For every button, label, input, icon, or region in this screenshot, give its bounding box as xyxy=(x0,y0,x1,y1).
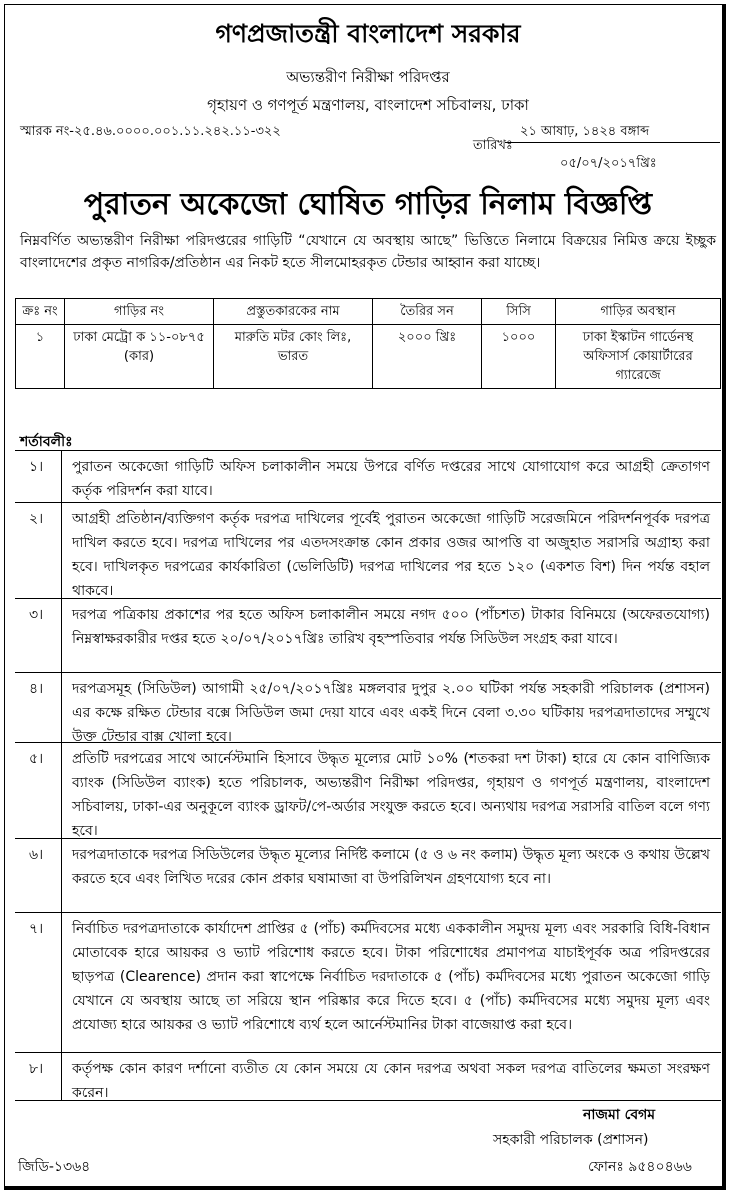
term-number: ৩। xyxy=(29,607,44,623)
term-number: ৭। xyxy=(29,921,44,937)
term-item xyxy=(15,673,721,743)
col-header-serial: ক্রঃ নং xyxy=(16,299,65,325)
term-item xyxy=(15,743,721,839)
date-label: তারিখঃ xyxy=(473,138,513,153)
memo-reference: স্মারক নং-২৫.৪৬.০০০০.০০১.১১.২৪২.১১-৩২২ xyxy=(20,124,281,139)
date-english: ০৫/০৭/২০১৭খ্রিঃ xyxy=(560,156,657,171)
ministry-address: গৃহায়ণ ও গণপূর্ত মন্ত্রণালয়, বাংলাদেশ সচিবালয়, ঢাকা xyxy=(207,96,529,114)
cell-year: ২০০০ খ্রিঃ xyxy=(373,325,482,389)
term-text: কর্তৃপক্ষ কোন কারণ দর্শানো ব্যতীত যে কোন সময়ে যে কোন দরপত্র অথবা সকল দরপত্র বাতিলের ক্ষমতা সংরক্ষণ করেন। xyxy=(72,1061,710,1101)
term-number: ৫। xyxy=(29,751,44,767)
department-name: অভ্যন্তরীণ নিরীক্ষা পরিদপ্তর xyxy=(286,68,450,86)
phone-number: ফোনঃ ৯৫৪০৪৬৬ xyxy=(588,1159,692,1175)
term-number: ২। xyxy=(29,511,44,527)
term-text: দরপত্র পত্রিকায় প্রকাশের পর হতে অফিস চলাকালীন সময়ে নগদ ৫০০ (পাঁচশত) টাকার বিনিময়ে (অফেরতযোগ্য) নিম্নস্বাক্ষরকারীর দপ্তর হতে ২০/০৭/২০১৭খ্রিঃ তারিখ বৃহস্পতিবার পর্যন্ত সিডিউল সংগ্রহ করা যাবে। xyxy=(72,607,710,647)
signatory-designation: সহকারী পরিচালক (প্রশাসন) xyxy=(493,1132,649,1148)
date-bangla: ২১ আষাঢ়, ১৪২৪ বঙ্গাব্দ xyxy=(520,124,650,139)
term-item xyxy=(15,451,721,503)
cell-manufacturer: মারুতি মটর কোং লিঃ, ভারত xyxy=(214,325,373,389)
table-header-row xyxy=(16,299,721,325)
cell-vehicle-no: ঢাকা মেট্রো ক ১১-০৮৭৫ (কার) xyxy=(65,325,214,389)
vehicle-table xyxy=(15,298,721,389)
cell-cc: ১০০০ xyxy=(482,325,556,389)
term-item xyxy=(15,913,721,1053)
table-row xyxy=(16,325,721,389)
notice-title: পুরাতন অকেজো ঘোষিত গাড়ির নিলাম বিজ্ঞপ্তি xyxy=(83,187,653,222)
term-text: আগ্রহী প্রতিষ্ঠান/ব্যক্তিগণ কর্তৃক দরপত্র দাখিলের পূর্বেই পুরাতন অকেজো গাড়িটি সরেজমিনে পরিদর্শনপূর্বক দরপত্র দাখিল করতে হবে। দরপত্র দাখিলের পর এতদসংক্রান্ত কোন প্রকার ওজর আপত্তি বা অজুহাত সরাসরি অগ্রাহ্য করা হবে। দাখিলকৃত দরপত্রের কার্যকারিতা (ভেলিডিটি) দরপত্র দাখিলের পর হতে ১২০ (একশত বিশ) দিন পর্যন্ত বহাল থাকবে। xyxy=(72,511,710,599)
government-heading: গণপ্রজাতন্ত্রী বাংলাদেশ সরকার xyxy=(215,19,521,48)
term-text: নির্বাচিত দরপত্রদাতাকে কার্যাদেশ প্রাপ্তির ৫ (পাঁচ) কর্মদিবসের মধ্যে এককালীন সমুদয় মূল্য এবং সরকারি বিধি-বিধান মোতাবেক হারে আয়কর ও ভ্যাট পরিশোধ করতে হবে। টাকা পরিশোধের প্রমাণপত্র যাচাইপূর্বক অত্র পরিদপ্তরের ছাড়পত্র (Clearence) প্রদান করা স্বাপেক্ষে নির্বাচিত দরদাতাকে ৫ (পাঁচ) কর্মদিবসের মধ্যে পুরাতন অকেজো গাড়ি যেখানে যে অবস্থায় আছে তা সরিয়ে স্থান পরিষ্কার করে দিতে হবে। ৫ (পাঁচ) কর্মদিবসের মধ্যে সমুদয় মূল্য এবং প্রযোজ্য হারে আয়কর ও ভ্যাট পরিশোধে ব্যর্থ হলে আর্নেস্টমানির টাকা বাজেয়াপ্ত করা হবে। xyxy=(72,921,710,1033)
col-header-cc: সিসি xyxy=(482,299,556,325)
term-text: পুরাতন অকেজো গাড়িটি অফিস চলাকালীন সময়ে উপরে বর্ণিত দপ্তরের সাথে যোগাযোগ করে আগ্রহী ক্রেতাগণ কর্তৃক পরিদর্শন করা যাবে। xyxy=(72,459,710,499)
term-text: দরপত্রদাতাকে দরপত্র সিডিউলের উদ্ধৃত মূল্যের নির্দিষ্ট কলামে (৫ ও ৬ নং কলাম) উদ্ধৃত মূল্য অংকে ও কথায় উল্লেখ করতে হবে এবং লিখিত দরের কোন প্রকার ঘষামাজা বা উপরিলিখন গ্রহণযোগ্য হবে না। xyxy=(72,847,710,887)
term-text: প্রতিটি দরপত্রের সাথে আর্নেস্টমানি হিসাবে উদ্ধৃত মূল্যের মোট ১০% (শতকরা দশ টাকা) হারে যে কোন বাণিজ্যিক ব্যাংক (সিডিউল ব্যাংক) হতে পরিচালক, অভ্যন্তরীণ নিরীক্ষা পরিদপ্তর, গৃহায়ণ ও গণপূর্ত মন্ত্রণালয়, বাংলাদেশ সচিবালয়, ঢাকা-এর অনুকূলে ব্যাংক ড্রাফট/পে-অর্ডার সংযুক্ত করতে হবে। অন্যথায় দরপত্র সরাসরি বাতিল বলে গণ্য হবে। xyxy=(72,751,710,839)
col-header-vehicle-no: গাড়ির নং xyxy=(65,299,214,325)
term-number: ৪। xyxy=(29,681,44,697)
col-header-location: গাড়ির অবস্থান xyxy=(556,299,721,325)
term-text: দরপত্রসমূহ (সিডিউল) আগামী ২৫/০৭/২০১৭খ্রিঃ মঙ্গলবার দুপুর ২.০০ ঘটিকা পর্যন্ত সহকারী পরিচালক (প্রশাসন) এর কক্ষে রক্ষিত টেন্ডার বক্সে সিডিউল জমা দেয়া যাবে এবং একই দিনে বেলা ৩.৩০ ঘটিকায় দরপত্রদাতাদের সম্মুখে উক্ত টেন্ডার বাক্স খোলা হবে। xyxy=(72,681,710,745)
terms-heading: শর্তাবলীঃ xyxy=(20,434,73,450)
signatory-name: নাজমা বেগম xyxy=(583,1107,656,1123)
term-item xyxy=(15,503,721,599)
term-number: ৬। xyxy=(29,847,44,863)
cell-location: ঢাকা ইস্কাটন গার্ডেনস্থ অফিসার্স কোয়ার্টারের গ্যারেজে xyxy=(556,325,721,389)
col-header-year: তৈরির সন xyxy=(373,299,482,325)
term-item xyxy=(15,839,721,913)
term-number: ৮। xyxy=(29,1061,44,1077)
date-divider xyxy=(505,142,720,143)
term-item xyxy=(15,1053,721,1101)
cell-serial: ১ xyxy=(16,325,65,389)
col-header-manufacturer: প্রস্তুতকারকের নাম xyxy=(214,299,373,325)
term-number: ১। xyxy=(29,459,44,475)
gd-number: জিডি-১৩৬৪ xyxy=(18,1159,91,1175)
term-item xyxy=(15,599,721,673)
intro-paragraph: নিম্নবর্ণিত অভ্যন্তরীণ নিরীক্ষা পরিদপ্তরের গাড়িটি “যেখানে যে অবস্থায় আছে” ভিত্তিতে নিলামে বিক্রয়ের নিমিত্ত ক্রয়ে ইচ্ছুক বাংলাদেশের প্রকৃত নাগরিক/প্রতিষ্ঠান এর নিকট হতে সীলমোহরকৃত টেন্ডার আহ্বান করা যাচ্ছে। xyxy=(20,233,716,271)
